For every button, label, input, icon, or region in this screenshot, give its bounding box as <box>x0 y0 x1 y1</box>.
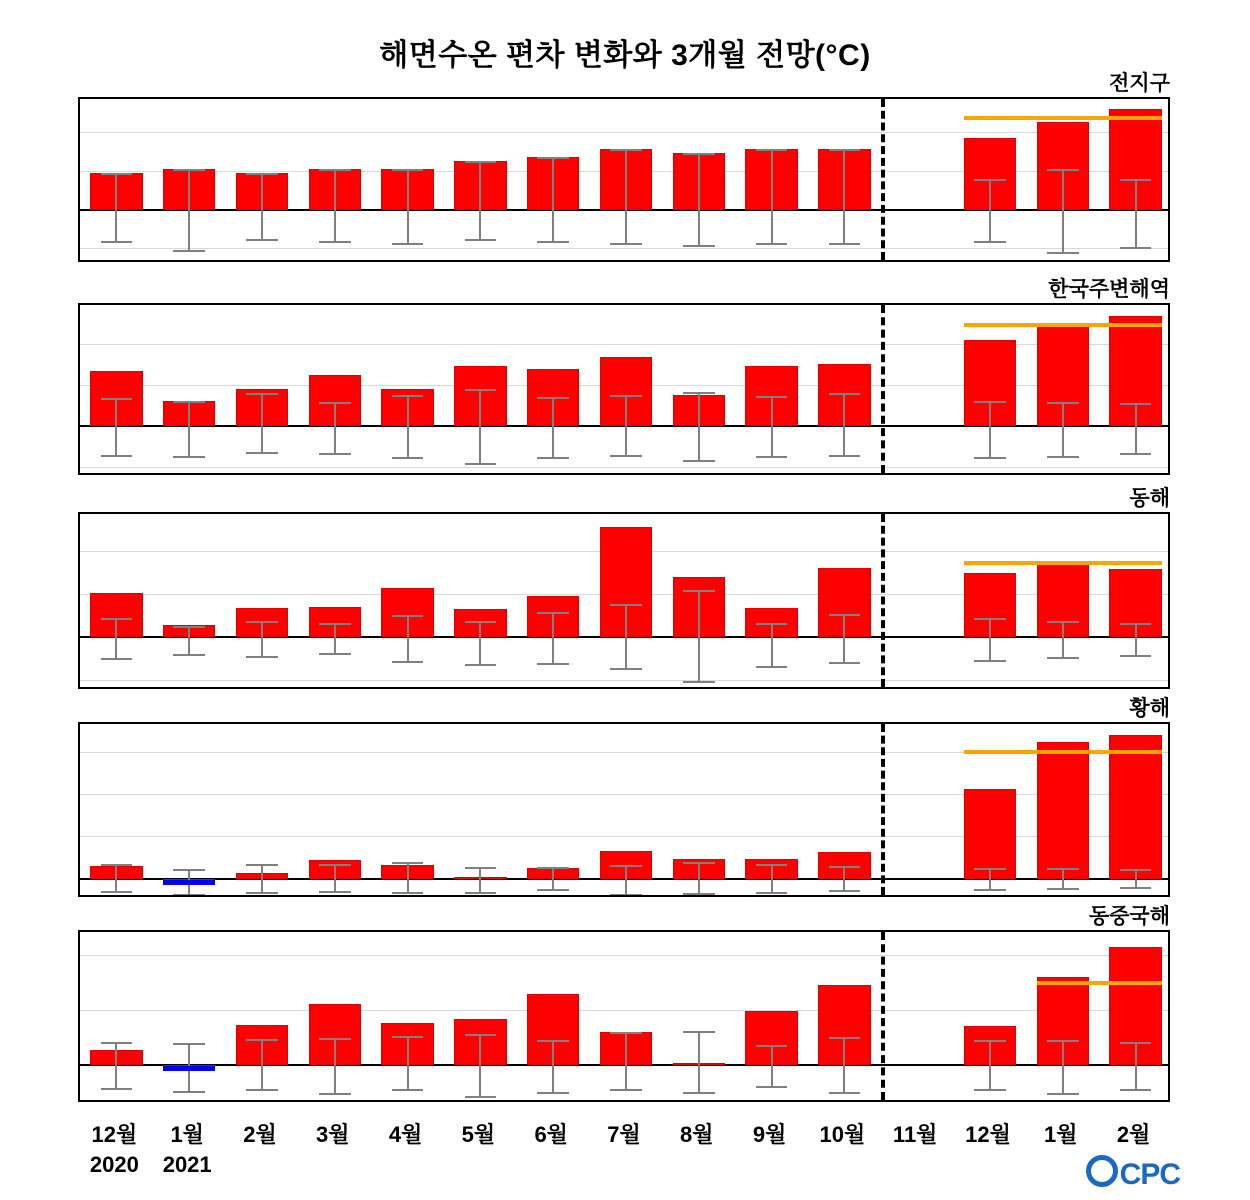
error-bar-cap <box>1120 453 1151 455</box>
error-bar-cap <box>246 393 277 395</box>
gridline <box>80 467 1168 468</box>
error-bar <box>479 161 481 239</box>
x-tick-label: 1월 <box>1044 1122 1078 1147</box>
error-bar-cap <box>610 865 641 867</box>
error-bar <box>407 862 409 892</box>
error-bar-cap <box>246 1039 277 1041</box>
panel-title-2: 동해 <box>1129 487 1170 510</box>
error-bar-cap <box>465 161 496 163</box>
error-bar <box>115 398 117 455</box>
normal-reference-line <box>964 116 1162 120</box>
error-bar-cap <box>319 1038 350 1040</box>
x-axis-year: 2020 <box>89 1152 139 1177</box>
error-bar-cap <box>465 867 496 869</box>
error-bar <box>698 862 700 893</box>
forecast-divider <box>881 932 885 1100</box>
error-bar-cap <box>319 1093 350 1095</box>
error-bar <box>407 615 409 660</box>
error-bar-cap <box>319 891 350 893</box>
error-bar-cap <box>756 243 787 245</box>
error-bar-cap <box>610 395 641 397</box>
error-bar-cap <box>610 455 641 457</box>
error-bar-cap <box>465 621 496 623</box>
error-bar <box>698 153 700 244</box>
error-bar <box>552 1040 554 1092</box>
error-bar-cap <box>173 626 204 628</box>
plot-area-4 <box>78 930 1170 1102</box>
error-bar-cap <box>537 889 568 891</box>
error-bar-cap <box>1120 887 1151 889</box>
error-bar-cap <box>974 401 1005 403</box>
logo-text: CPC <box>1119 1158 1180 1191</box>
error-bar <box>1135 179 1137 247</box>
normal-reference-line <box>964 561 1162 565</box>
error-bar-cap <box>756 456 787 458</box>
error-bar <box>261 621 263 656</box>
chart-panel-0 <box>78 97 1170 262</box>
error-bar-cap <box>246 452 277 454</box>
error-bar-cap <box>465 892 496 894</box>
error-bar-cap <box>756 396 787 398</box>
error-bar <box>698 392 700 460</box>
chart-panel-4 <box>78 930 1170 1102</box>
forecast-divider <box>881 305 885 473</box>
error-bar-cap <box>1120 869 1151 871</box>
chart-panel-3 <box>78 722 1170 897</box>
bar <box>1037 742 1089 879</box>
error-bar-cap <box>610 149 641 151</box>
normal-reference-line <box>964 750 1162 754</box>
error-bar-cap <box>173 654 204 656</box>
x-tick-label: 10월 <box>819 1122 866 1147</box>
chart-panel-1 <box>78 303 1170 475</box>
error-bar <box>334 169 336 241</box>
error-bar <box>1135 623 1137 655</box>
error-bar <box>261 173 263 239</box>
error-bar-cap <box>101 1088 132 1090</box>
error-bar-cap <box>683 1092 714 1094</box>
error-bar-cap <box>974 1040 1005 1042</box>
error-bar-cap <box>974 457 1005 459</box>
error-bar <box>843 866 845 890</box>
error-bar-cap <box>610 243 641 245</box>
error-bar-cap <box>610 1089 641 1091</box>
x-tick-label: 2월 <box>1116 1122 1151 1147</box>
error-bar <box>115 173 117 241</box>
cpc-logo <box>1086 1155 1180 1192</box>
logo-ring-icon <box>1086 1155 1118 1187</box>
error-bar <box>115 864 117 891</box>
page-title: 해면수온 편차 변화와 3개월 전망(°C) <box>379 39 871 72</box>
error-bar <box>1062 868 1064 888</box>
error-bar-cap <box>756 666 787 668</box>
negative-marker-line <box>163 880 215 885</box>
x-axis-year: 2021 <box>162 1152 212 1177</box>
panel-title-3: 황해 <box>1129 697 1170 720</box>
error-bar-cap <box>974 618 1005 620</box>
error-bar-cap <box>610 668 641 670</box>
error-bar-cap <box>246 239 277 241</box>
error-bar <box>1062 621 1064 658</box>
error-bar-cap <box>610 1032 641 1034</box>
error-bar <box>625 604 627 668</box>
error-bar-cap <box>1047 868 1078 870</box>
error-bar-cap <box>537 663 568 665</box>
error-bar-cap <box>392 615 423 617</box>
error-bar-cap <box>101 398 132 400</box>
error-bar-cap <box>829 455 860 457</box>
error-bar-cap <box>829 614 860 616</box>
x-tick-label: 8월 <box>680 1122 714 1147</box>
error-bar-cap <box>829 243 860 245</box>
x-tick-label: 4월 <box>388 1122 423 1147</box>
error-bar-cap <box>465 1034 496 1036</box>
error-bar-cap <box>610 894 641 896</box>
gridline <box>80 248 1168 249</box>
error-bar <box>261 864 263 892</box>
error-bar <box>698 1031 700 1092</box>
error-bar-cap <box>1047 252 1078 254</box>
error-bar-cap <box>829 890 860 892</box>
error-bar-cap <box>756 1086 787 1088</box>
error-bar-cap <box>537 1092 568 1094</box>
error-bar-cap <box>319 453 350 455</box>
bar <box>964 789 1016 879</box>
gridline <box>80 1010 1168 1011</box>
error-bar-cap <box>974 241 1005 243</box>
error-bar-cap <box>1047 888 1078 890</box>
error-bar-cap <box>173 1043 204 1045</box>
error-bar-cap <box>756 1045 787 1047</box>
error-bar <box>843 1037 845 1092</box>
error-bar-cap <box>392 862 423 864</box>
error-bar-cap <box>173 401 204 403</box>
error-bar-cap <box>756 623 787 625</box>
error-bar-cap <box>465 664 496 666</box>
error-bar-cap <box>101 891 132 893</box>
error-bar-cap <box>319 653 350 655</box>
error-bar-cap <box>829 1092 860 1094</box>
error-bar-cap <box>173 169 204 171</box>
error-bar-cap <box>101 241 132 243</box>
error-bar-cap <box>319 169 350 171</box>
error-bar <box>552 157 554 240</box>
error-bar <box>625 1032 627 1090</box>
error-bar-cap <box>1120 655 1151 657</box>
error-bar <box>188 401 190 456</box>
error-bar <box>771 1045 773 1086</box>
error-bar-cap <box>683 1031 714 1033</box>
error-bar-cap <box>537 612 568 614</box>
error-bar-cap <box>610 604 641 606</box>
error-bar-cap <box>974 889 1005 891</box>
error-bar-cap <box>1047 169 1078 171</box>
x-tick-label: 9월 <box>752 1122 787 1147</box>
error-bar <box>1135 1042 1137 1090</box>
error-bar <box>479 1034 481 1096</box>
negative-marker-line <box>163 1066 215 1071</box>
gridline <box>80 132 1168 133</box>
error-bar <box>843 393 845 455</box>
error-bar <box>771 864 773 892</box>
error-bar <box>115 1042 117 1088</box>
error-bar-cap <box>683 245 714 247</box>
error-bar <box>989 868 991 889</box>
error-bar-cap <box>683 681 714 683</box>
chart-panel-2 <box>78 512 1170 689</box>
error-bar-cap <box>829 149 860 151</box>
error-bar <box>771 149 773 242</box>
error-bar-cap <box>974 660 1005 662</box>
error-bar-cap <box>101 1042 132 1044</box>
error-bar-cap <box>173 894 204 896</box>
error-bar <box>334 864 336 891</box>
plot-area-0 <box>78 97 1170 262</box>
error-bar <box>1062 402 1064 456</box>
error-bar-cap <box>319 864 350 866</box>
x-tick-label: 5월 <box>461 1122 496 1147</box>
error-bar-cap <box>392 1089 423 1091</box>
error-bar-cap <box>537 867 568 869</box>
error-bar-cap <box>246 173 277 175</box>
forecast-divider <box>881 514 885 687</box>
error-bar-cap <box>1047 657 1078 659</box>
error-bar-cap <box>101 864 132 866</box>
error-bar <box>334 1038 336 1093</box>
error-bar-cap <box>1047 456 1078 458</box>
error-bar <box>188 626 190 654</box>
panel-title-1: 한국주변해역 <box>1048 278 1170 301</box>
error-bar <box>698 590 700 682</box>
error-bar-cap <box>1047 1040 1078 1042</box>
error-bar <box>625 395 627 455</box>
x-tick-label: 11월 <box>892 1122 938 1147</box>
error-bar-cap <box>1120 179 1151 181</box>
error-bar <box>479 867 481 891</box>
error-bar-cap <box>173 869 204 871</box>
error-bar <box>843 614 845 662</box>
error-bar <box>989 1040 991 1089</box>
error-bar-cap <box>683 153 714 155</box>
error-bar <box>1062 169 1064 252</box>
x-tick-label: 12월 <box>91 1122 138 1147</box>
error-bar-cap <box>1120 1042 1151 1044</box>
error-bar-cap <box>101 658 132 660</box>
error-bar <box>1135 869 1137 887</box>
error-bar-cap <box>756 149 787 151</box>
gridline <box>80 680 1168 681</box>
error-bar <box>188 169 190 251</box>
panel-title-4: 동중국해 <box>1088 905 1170 928</box>
error-bar-cap <box>392 892 423 894</box>
error-bar <box>771 623 773 666</box>
error-bar-cap <box>1047 621 1078 623</box>
gridline <box>80 955 1168 956</box>
error-bar-cap <box>829 866 860 868</box>
normal-reference-line <box>1037 981 1162 985</box>
error-bar-cap <box>683 460 714 462</box>
error-bar-cap <box>246 656 277 658</box>
error-bar-cap <box>537 1040 568 1042</box>
error-bar-cap <box>392 457 423 459</box>
x-axis-labels <box>78 1118 1170 1148</box>
error-bar-cap <box>1047 402 1078 404</box>
error-bar <box>552 867 554 889</box>
error-bar-cap <box>756 864 787 866</box>
error-bar-cap <box>392 1036 423 1038</box>
plot-area-3 <box>78 722 1170 897</box>
error-bar <box>115 618 117 658</box>
error-bar-cap <box>465 463 496 465</box>
error-bar-cap <box>974 868 1005 870</box>
plot-area-1 <box>78 303 1170 475</box>
error-bar <box>261 1039 263 1089</box>
error-bar-cap <box>173 1091 204 1093</box>
error-bar <box>1062 1040 1064 1093</box>
error-bar-cap <box>392 243 423 245</box>
error-bar-cap <box>537 157 568 159</box>
error-bar-cap <box>173 250 204 252</box>
error-bar-cap <box>465 389 496 391</box>
error-bar-cap <box>1120 403 1151 405</box>
x-tick-label: 7월 <box>607 1122 641 1147</box>
error-bar-cap <box>829 1037 860 1039</box>
error-bar <box>1135 403 1137 453</box>
error-bar-cap <box>683 893 714 895</box>
error-bar-cap <box>319 623 350 625</box>
error-bar <box>407 169 409 243</box>
error-bar-cap <box>465 239 496 241</box>
error-bar-cap <box>101 173 132 175</box>
error-bar-cap <box>246 1089 277 1091</box>
error-bar <box>261 393 263 452</box>
error-bar-cap <box>829 393 860 395</box>
error-bar-cap <box>756 892 787 894</box>
error-bar-cap <box>246 892 277 894</box>
forecast-divider <box>881 724 885 895</box>
error-bar <box>334 623 336 653</box>
error-bar-cap <box>246 621 277 623</box>
error-bar-cap <box>319 241 350 243</box>
error-bar-cap <box>1120 1089 1151 1091</box>
error-bar-cap <box>1047 1093 1078 1095</box>
error-bar-cap <box>537 241 568 243</box>
error-bar-cap <box>246 864 277 866</box>
error-bar-cap <box>829 662 860 664</box>
error-bar-cap <box>683 392 714 394</box>
error-bar <box>771 396 773 456</box>
error-bar <box>625 149 627 242</box>
error-bar-cap <box>465 1096 496 1098</box>
x-tick-label: 2월 <box>243 1122 277 1147</box>
error-bar-cap <box>1120 623 1151 625</box>
error-bar-cap <box>537 397 568 399</box>
error-bar <box>479 389 481 464</box>
x-tick-label: 3월 <box>316 1122 350 1147</box>
error-bar-cap <box>683 862 714 864</box>
error-bar-cap <box>974 179 1005 181</box>
error-bar <box>843 149 845 242</box>
plot-area-2 <box>78 512 1170 689</box>
error-bar <box>407 1036 409 1089</box>
error-bar <box>625 865 627 894</box>
error-bar <box>989 618 991 660</box>
x-tick-label: 6월 <box>534 1122 568 1147</box>
error-bar <box>479 621 481 664</box>
error-bar <box>989 401 991 457</box>
bar <box>1109 735 1161 879</box>
error-bar-cap <box>173 456 204 458</box>
error-bar <box>989 179 991 241</box>
error-bar <box>552 397 554 457</box>
error-bar-cap <box>319 402 350 404</box>
error-bar-cap <box>974 1089 1005 1091</box>
x-tick-label: 1월 <box>170 1122 204 1147</box>
error-bar-cap <box>101 618 132 620</box>
error-bar <box>552 612 554 663</box>
error-bar-cap <box>537 457 568 459</box>
error-bar-cap <box>392 661 423 663</box>
error-bar <box>407 395 409 457</box>
error-bar-cap <box>392 169 423 171</box>
forecast-divider <box>881 99 885 260</box>
error-bar-cap <box>1120 247 1151 249</box>
error-bar <box>334 402 336 454</box>
error-bar-cap <box>392 395 423 397</box>
error-bar-cap <box>101 455 132 457</box>
panel-title-0: 전지구 <box>1109 72 1170 95</box>
x-tick-label: 12월 <box>965 1122 1011 1147</box>
error-bar-cap <box>683 590 714 592</box>
normal-reference-line <box>964 323 1162 327</box>
